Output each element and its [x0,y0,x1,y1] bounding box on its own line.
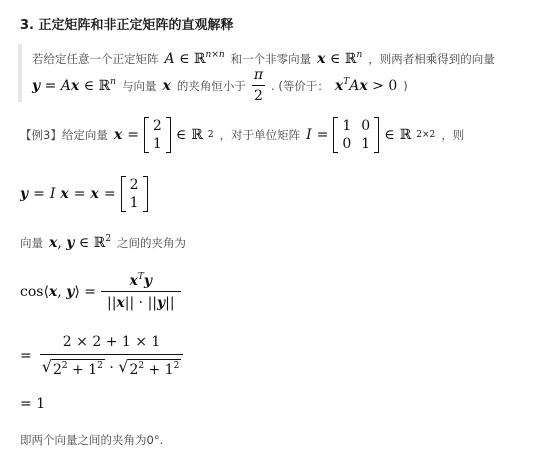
quote-text-2b: 的夹角恒小于 [176,78,246,93]
quote-text-2c: . (等价于： [271,78,329,93]
vec-y-entry: 2 [129,177,139,193]
section-title: 3. 正定矩阵和非正定矩阵的直观解释 [20,18,234,33]
math-identity-matrix: I = 1 0 0 1 ∈ ℝ 2×2 [306,118,436,152]
sqrt-term: 1 [88,362,98,378]
blockquote-bar [18,44,22,102]
result-value: 1 [36,396,46,412]
angle-intro-line [20,234,186,251]
math-xy-in-r2: x, y ∈ ℝ$^2$ [49,234,112,251]
math-a-in-rnn: A ∈ ℝ$^{n\times n}$ [164,50,225,67]
vec-x-entry: 2 [152,118,162,134]
example-end: ，则 [441,128,465,142]
angle-intro-a: 向量 [20,235,43,250]
dim-2: 2 [207,130,214,140]
quote-line-2 [32,67,408,104]
math-eq-result: = 1 [20,396,46,412]
math-x: x [162,77,171,94]
quote-line-1 [32,50,495,67]
quote-text-2d: ) [403,78,408,93]
identity-entry: 1 [342,118,352,134]
math-x-vector: x = 2 1 ∈ ℝ 2 [113,118,214,152]
math-numeric-fraction: = 2 × 2 + 1 × 1 √ $2^2 + 1^2$ · √ $2^2 + 1^2$ [20,334,183,378]
dim-2x2: 2×2 [416,130,436,140]
quote-text-1a: 若给定任意一个正定矩阵 [32,51,159,66]
sqrt-term: 2 [52,362,62,378]
math-x-in-rn: x ∈ ℝ$^n$ [317,50,363,67]
sqrt-term: 2 [129,362,139,378]
example-mid: ，对于单位矩阵 [219,128,301,142]
identity-entry: 0 [342,136,352,152]
quote-text-1b: 和一个非零向量 [230,51,312,66]
vec-x-entry: 1 [152,136,162,152]
fraction-numerator: 2 × 2 + 1 × 1 [62,334,161,350]
sqrt-term: 1 [164,362,174,378]
angle-intro-b: 之间的夹角为 [117,235,187,250]
quote-text-2a: 与向量 [121,78,157,93]
example-line [20,117,464,153]
example-label: 【例3】给定向量 [20,128,108,142]
quote-text-1c: ，则两者相乘得到的向量 [368,51,495,66]
vec-y-entry: 1 [129,195,139,211]
math-pi-over-2: $\frac{\pi}{2}$ [253,67,264,104]
identity-entry: 0 [361,118,371,134]
math-y-eq-ax: y = Ax ∈ ℝ$^n$ [32,77,116,94]
math-xtax-gt-0: $x^TAx > 0$ [334,77,398,94]
math-y-eq-ix: y = I x = x = 2 1 [20,176,148,212]
math-cos-formula: cos⟨x, y⟩ = $\frac{x^Ty}{||x|| \cdot ||y||}$ [20,272,181,311]
conclusion-text: 即两个向量之间的夹角为0°. [20,433,164,447]
identity-entry: 1 [361,136,371,152]
